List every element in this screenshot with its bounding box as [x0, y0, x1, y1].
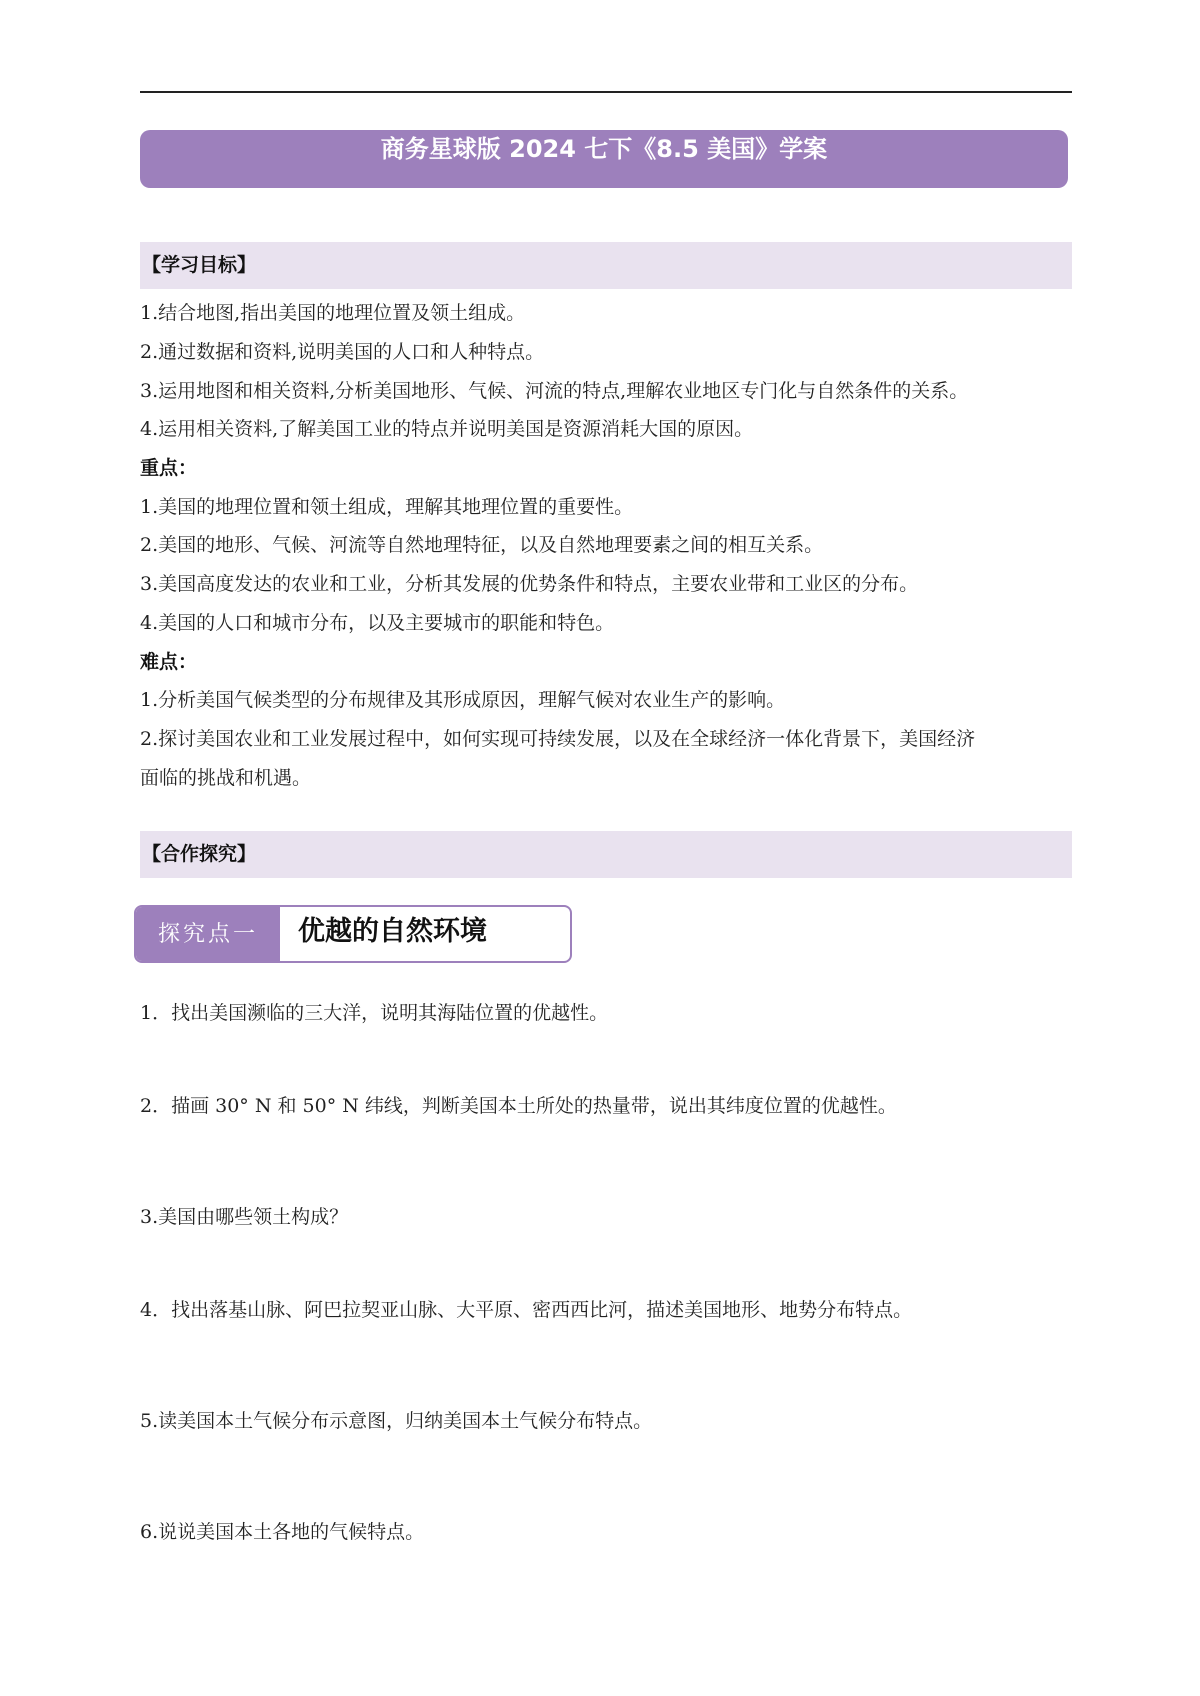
key-point-item: 1.美国的地理位置和领土组成，理解其地理位置的重要性。	[140, 496, 634, 518]
document-title: 商务星球版 2024 七下《8.5 美国》学案	[140, 130, 1068, 188]
objective-item: 2.通过数据和资料,说明美国的人口和人种特点。	[140, 341, 545, 363]
difficult-point-item: 1.分析美国气候类型的分布规律及其形成原因，理解气候对农业生产的影响。	[140, 689, 786, 711]
objective-item: 1.结合地图,指出美国的地理位置及领土组成。	[140, 302, 526, 324]
section-heading-objectives: 【学习目标】	[140, 242, 1072, 289]
section-heading-cooperation: 【合作探究】	[140, 831, 1072, 878]
inquiry-point-tag: 探究点一	[136, 907, 280, 961]
key-point-item: 3.美国高度发达的农业和工业，分析其发展的优势条件和特点，主要农业带和工业区的分布。	[140, 573, 919, 595]
key-point-item: 2.美国的地形、气候、河流等自然地理特征，以及自然地理要素之间的相互关系。	[140, 534, 824, 556]
question-item: 1．找出美国濒临的三大洋，说明其海陆位置的优越性。	[140, 1002, 609, 1024]
question-item: 2．描画 30° N 和 50° N 纬线，判断美国本土所处的热量带，说出其纬度位置的优越性。	[140, 1095, 897, 1117]
question-item: 6.说说美国本土各地的气候特点。	[140, 1521, 425, 1543]
question-item: 4．找出落基山脉、阿巴拉契亚山脉、大平原、密西西比河，描述美国地形、地势分布特点。	[140, 1299, 913, 1321]
objective-item: 4.运用相关资料,了解美国工业的特点并说明美国是资源消耗大国的原因。	[140, 418, 754, 440]
difficult-point-item-continued: 面临的挑战和机遇。	[140, 767, 312, 789]
header-rule	[140, 91, 1072, 93]
question-item: 5.读美国本土气候分布示意图，归纳美国本土气候分布特点。	[140, 1410, 653, 1432]
difficult-points-heading: 难点：	[140, 651, 198, 673]
inquiry-point-title: 优越的自然环境	[298, 916, 487, 947]
key-points-heading: 重点：	[140, 457, 198, 479]
inquiry-point-header	[134, 905, 572, 963]
key-point-item: 4.美国的人口和城市分布，以及主要城市的职能和特色。	[140, 612, 615, 634]
difficult-point-item: 2.探讨美国农业和工业发展过程中，如何实现可持续发展，以及在全球经济一体化背景下，美国经济	[140, 728, 976, 750]
objective-item: 3.运用地图和相关资料,分析美国地形、气候、河流的特点,理解农业地区专门化与自然条件的关系。	[140, 380, 969, 402]
question-item: 3.美国由哪些领土构成？	[140, 1206, 349, 1228]
